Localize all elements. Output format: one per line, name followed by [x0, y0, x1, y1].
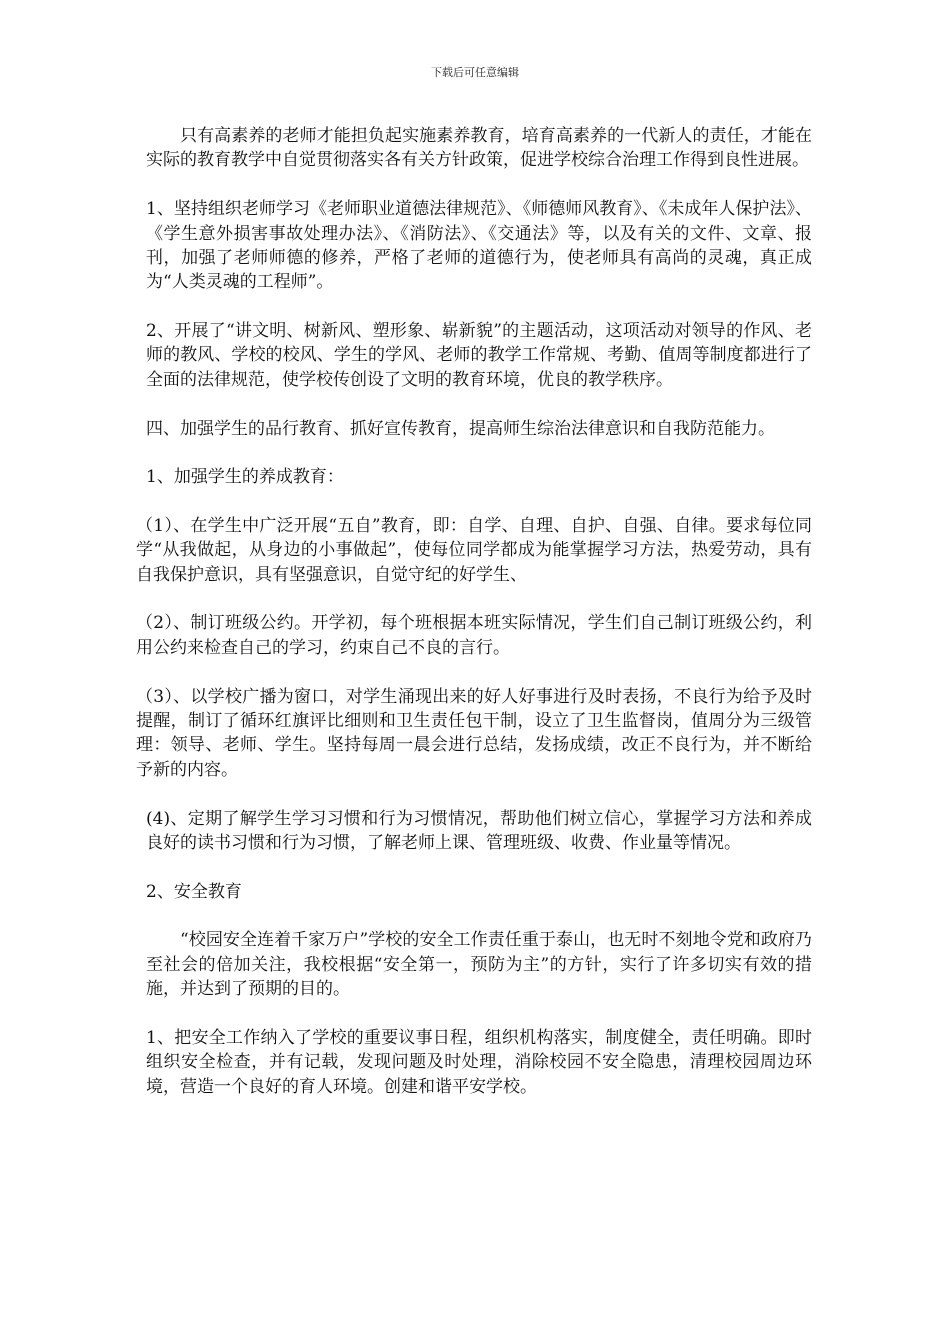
paragraph-item-2-theme-activity: 2、开展了“讲文明、树新风、塑形象、崭新貌”的主题活动，这项活动对领导的作风、老师的教风、学校的校风、学生的学风、老师的教学工作常规、考勤、值周等制度都进行了全面的法律规范，使学校传创设了文明的教育环境，优良的教学秩序。: [146, 321, 812, 390]
paragraph-sub-3: （3）、以学校广播为窗口，对学生涌现出来的好人好事进行及时表扬，不良行为给予及时提醒，制订了循环红旗评比细则和卫生责任包干制，设立了卫生监督岗，值周分为三级管理：领导、老师、学生。坚持每周一晨会进行总结，发扬成绩，改正不良行为，并不断给予新的内容。: [136, 686, 812, 780]
paragraph-sub-4: (4)、定期了解学生学习习惯和行为习惯情况，帮助他们树立信心，掌握学习方法和养成良好的读书习惯和行为习惯，了解老师上课、管理班级、收费、作业量等情况。: [146, 808, 812, 853]
section-heading-four: 四、加强学生的品行教育、抓好宣传教育，提高师生综治法律意识和自我防范能力。: [146, 418, 775, 439]
subheading-safety-education: 2、安全教育: [146, 881, 242, 902]
paragraph-intro: 只有高素养的老师才能担负起实施素养教育，培育高素养的一代新人的责任，才能在实际的教育教学中自觉贯彻落实各有关方针政策，促进学校综合治理工作得到良性进展。: [146, 126, 812, 171]
paragraph-safety-item-1: 1、把安全工作纳入了学校的重要议事日程，组织机构落实，制度健全，责任明确。即时组织安全检查，并有记载，发现问题及时处理，消除校园不安全隐患，清理校园周边环境，营造一个良好的育人环境。创建和谐平安学校。: [146, 1027, 812, 1097]
document-body: [136, 124, 812, 1123]
page-header: 下载后可任意编辑: [431, 66, 519, 79]
paragraph-sub-1: （1）、在学生中广泛开展“五自”教育，即：自学、自理、自护、自强、自律。要求每位同学“从我做起，从身边的小事做起”，使每位同学都成为能掌握学习方法，热爱劳动，具有自我保护意识，具有坚强意识，自觉守纪的好学生、: [136, 515, 812, 585]
subheading-habit-education: 1、加强学生的养成教育：: [146, 467, 344, 488]
paragraph-safety-intro: “校园安全连着千家万户”学校的安全工作责任重于泰山，也无时不刻地令党和政府乃至社会的倍加关注，我校根据“安全第一，预防为主”的方针，实行了许多切实有效的措施，并达到了预期的目的。: [146, 930, 812, 1000]
paragraph-item-1-teacher-study: 1、坚持组织老师学习《老师职业道德法律规范》、《师德师风教育》、《未成年人保护法》、《学生意外损害事故处理办法》、《消防法》、《交通法》等，以及有关的文件、文章、报刊，加强了老师师德的修养，严格了老师的道德行为，使老师具有高尚的灵魂，真正成为“人类灵魂的工程师”。: [146, 199, 812, 293]
paragraph-sub-2: （2）、制订班级公约。开学初，每个班根据本班实际情况，学生们自己制订班级公约，利用公约来检查自己的学习，约束自己不良的言行。: [136, 613, 812, 658]
